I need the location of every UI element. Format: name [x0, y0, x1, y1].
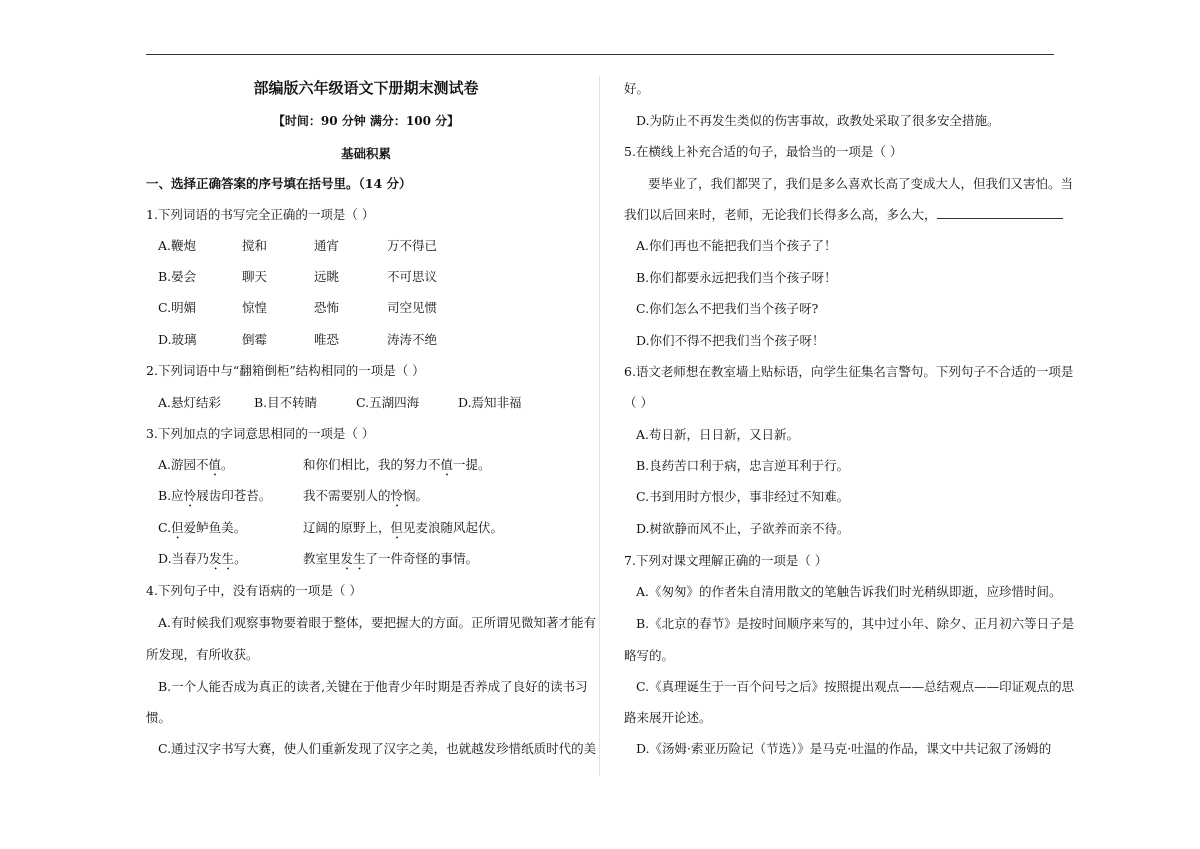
q4-line-4: 惯。 [146, 710, 172, 725]
section-title: 基础积累 [340, 146, 391, 161]
column-divider [599, 76, 600, 776]
q3-d-right-pre: 教室里 [303, 551, 341, 566]
q7-stem: 7.下列对课文理解正确的一项是（ ） [624, 553, 828, 568]
q3-d-left-pre: D.当春乃 [158, 551, 210, 566]
q1-a-1: 搅和 [242, 238, 268, 253]
q1-row-c [158, 300, 437, 316]
q3-d-right-dot: 发生 [340, 551, 366, 566]
q5-option-d: D.你们不得不把我们当个孩子呀！ [636, 333, 825, 348]
q2-option-d: D.焉知非福 [458, 395, 522, 410]
q3-c-left-post: 爱鲈鱼美。 [183, 520, 247, 535]
q6-option-d: D.树欲静而风不止，子欲养而亲不待。 [636, 521, 850, 536]
q3-c-left-pre: C. [158, 520, 172, 535]
q3-row-d [158, 551, 478, 573]
q3-b-left-dot: 怜 [183, 488, 197, 503]
q1-b-1: 聊天 [242, 269, 268, 284]
q7-line-6: D.《汤姆·索亚历险记（节选）》是马克·吐温的作品，课文中共记叙了汤姆的 [636, 741, 1052, 756]
q4-line-5: C.通过汉字书写大赛，使人们重新发现了汉字之美，也就越发珍惜纸质时代的美 [158, 741, 597, 756]
q5-passage-2 [624, 207, 1063, 223]
q1-b-3: 不可思议 [387, 269, 438, 284]
q1-row-d [158, 332, 437, 348]
q7-line-5: 路来展开论述。 [624, 710, 712, 725]
q5-passage-2-text: 我们以后回来时，老师，无论我们长得多么高，多么大， [624, 207, 937, 222]
q3-a-right-pre: 和你们相比，我的努力不 [303, 457, 441, 472]
q3-a-right-post: 一提。 [453, 457, 491, 472]
q1-d-1: 倒霉 [242, 332, 268, 347]
q3-c-right-dot: 但 [390, 520, 404, 535]
q2-option-c: C.五湖四海 [356, 395, 420, 410]
q3-d-left-dot: 发生 [209, 551, 235, 566]
q2-option-b: B.目不转睛 [254, 395, 318, 410]
q2-option-a: A.悬灯结彩 [158, 395, 222, 410]
q3-a-left-pre: A.游园不 [158, 457, 209, 472]
q3-a-left-dot: 值 [208, 457, 222, 472]
q7-line-1: A.《匆匆》的作者朱自清用散文的笔触告诉我们时光稍纵即逝，应珍惜时间。 [636, 584, 1062, 599]
q6-option-a: A.苟日新，日日新，又日新。 [636, 427, 800, 442]
q3-d-left-post: 。 [234, 551, 247, 566]
q7-line-2: B.《北京的春节》是按时间顺序来写的，其中过小年、除夕、正月初六等日子是 [636, 616, 1075, 631]
q1-c-2: 恐怖 [314, 300, 340, 315]
q5-option-c: C.你们怎么不把我们当个孩子呀? [636, 301, 819, 316]
q5-option-b: B.你们都要永远把我们当个孩子呀！ [636, 270, 837, 285]
header-rule [146, 54, 1054, 55]
q1-b-0: B.晏会 [158, 269, 197, 284]
q4-line-1: A.有时候我们观察事物要着眼于整体，要把握大的方面。正所谓见微知著才能有 [158, 615, 597, 630]
q1-d-2: 唯恐 [314, 332, 340, 347]
q3-c-right-post: 见麦浪随风起伏。 [403, 520, 504, 535]
q4-line-3: B.一个人能否成为真正的读者,关键在于他青少年时期是否养成了良好的读书习 [158, 679, 588, 694]
q3-a-right-dot: 值 [440, 457, 454, 472]
q1-a-0: A.鞭炮 [158, 238, 197, 253]
q4-option-d: D.为防止不再发生类似的伤害事故，政教处采取了很多安全措施。 [636, 113, 1000, 128]
q3-row-b [158, 488, 428, 510]
q2-options [158, 395, 522, 411]
q3-d-right-post: 了一件奇怪的事情。 [365, 551, 479, 566]
q4-stem: 4.下列句子中，没有语病的一项是（ ） [146, 583, 362, 598]
q1-d-3: 涛涛不绝 [387, 332, 438, 347]
q1-c-3: 司空见惯 [387, 300, 438, 315]
q3-b-right-dot: 怜 [390, 488, 404, 503]
q3-row-c [158, 520, 503, 542]
q1-c-0: C.明媚 [158, 300, 197, 315]
q1-c-1: 惊惶 [242, 300, 268, 315]
q2-stem: 2.下列词语中与“翻箱倒柜”结构相同的一项是（ ） [146, 363, 425, 378]
q5-option-a: A.你们再也不能把我们当个孩子了！ [636, 238, 837, 253]
q3-a-left-post: 。 [221, 457, 234, 472]
q4-line-2: 所发现，有所收获。 [146, 647, 259, 662]
q7-line-3: 略写的。 [624, 648, 675, 663]
q6-stem: 6.语文老师想在教室墙上贴标语，向学生征集名言警句。下列句子不合适的一项是 [624, 364, 1074, 379]
q1-b-2: 远眺 [314, 269, 340, 284]
q3-b-left-post: 屐齿印苍苔。 [196, 488, 272, 503]
q3-b-right-post: 悯。 [403, 488, 429, 503]
q1-row-a [158, 238, 437, 254]
q3-c-left-dot: 但 [171, 520, 184, 535]
q3-b-left-pre: B.应 [158, 488, 184, 503]
q1-a-3: 万不得已 [387, 238, 438, 253]
q1-row-b [158, 269, 437, 285]
q5-blank-line [937, 208, 1063, 219]
q7-line-4: C.《真理诞生于一百个问号之后》按照提出观点——总结观点——印证观点的思 [636, 679, 1075, 694]
q6-option-c: C.书到用时方恨少，事非经过不知难。 [636, 489, 850, 504]
part1-heading: 一、选择正确答案的序号填在括号里。（14 分） [146, 176, 412, 191]
q3-b-right-pre: 我不需要别人的 [303, 488, 391, 503]
q5-passage-1: 要毕业了，我们都哭了，我们是多么喜欢长高了变成大人，但我们又害怕。当 [648, 176, 1074, 191]
q6-stem-paren: （ ） [624, 395, 653, 410]
q3-row-a [158, 457, 491, 479]
exam-subtitle: 【时间：90 分钟 满分：100 分】 [272, 114, 460, 128]
q4-continuation: 好。 [624, 81, 650, 96]
q6-option-b: B.良药苦口利于病，忠言逆耳利于行。 [636, 458, 850, 473]
q5-stem: 5.在横线上补充合适的句子，最恰当的一项是（ ） [624, 144, 903, 159]
q3-c-right-pre: 辽阔的原野上， [303, 520, 391, 535]
q1-a-2: 通宵 [314, 238, 340, 253]
exam-title: 部编版六年级语文下册期末测试卷 [253, 79, 479, 97]
q3-stem: 3.下列加点的字词意思相同的一项是（ ） [146, 426, 375, 441]
q1-stem: 1.下列词语的书写完全正确的一项是（ ） [146, 207, 375, 222]
q1-d-0: D.玻璃 [158, 332, 197, 347]
